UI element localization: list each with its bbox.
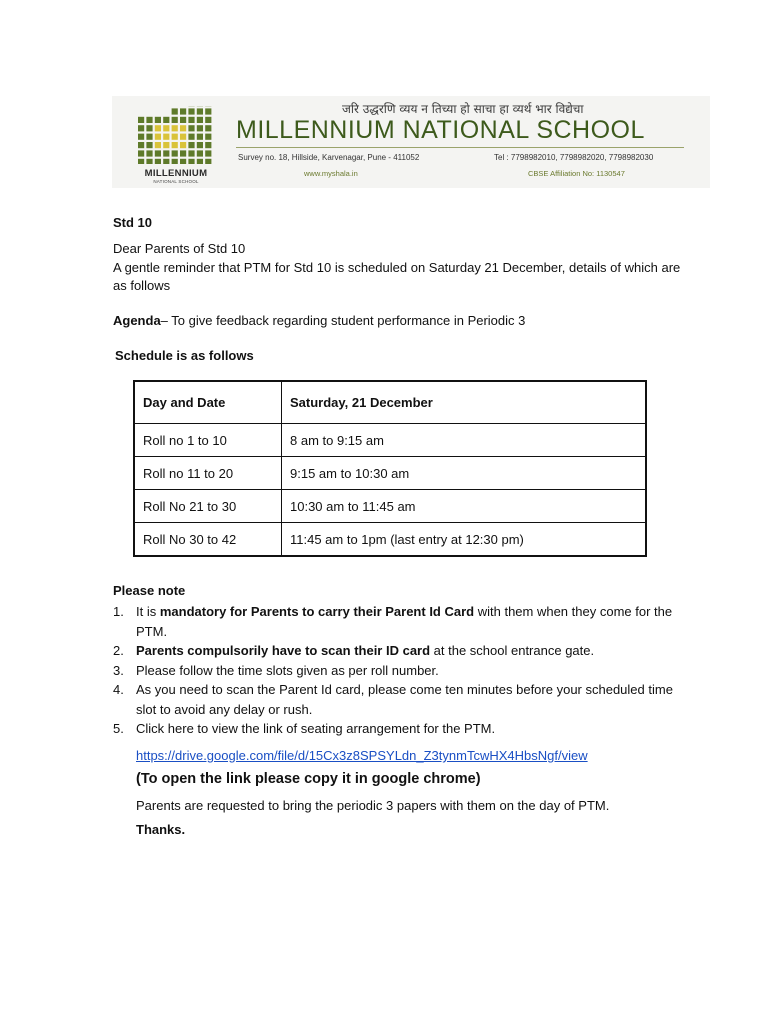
school-motto: जरि उद्धरणि व्यय न तिच्या हो साचा हा व्यर्थ भार विद्येचा bbox=[342, 102, 584, 116]
list-item bbox=[113, 661, 693, 681]
logo-subtext: NATIONAL SCHOOL bbox=[153, 179, 199, 184]
note-text: at the school entrance gate. bbox=[430, 643, 595, 658]
roll-range-cell: Roll No 21 to 30 bbox=[135, 490, 282, 523]
list-item bbox=[113, 602, 693, 641]
note-emphasis: mandatory for Parents to carry their Parent Id Card bbox=[159, 604, 475, 619]
schedule-table bbox=[134, 381, 646, 556]
agenda-label: Agenda bbox=[113, 313, 161, 328]
seating-arrangement-link[interactable]: https://drive.google.com/file/d/15Cx3z8SPSYLdn_Z3tynmTcwHX4HbsNgf/view bbox=[136, 748, 588, 763]
table-row bbox=[135, 490, 646, 523]
school-telephone: Tel : 7798982010, 7798982020, 7798982030 bbox=[494, 153, 654, 162]
roll-range-cell: Roll No 30 to 42 bbox=[135, 523, 282, 556]
time-slot-cell: 11:45 am to 1pm (last entry at 12:30 pm) bbox=[282, 523, 646, 556]
note-text: Click here to view the link of seating arrangement for the PTM. bbox=[136, 721, 496, 736]
note-emphasis: Parents compulsorily have to scan their ID card bbox=[136, 643, 431, 658]
agenda-line bbox=[113, 312, 525, 330]
school-logo-icon bbox=[138, 106, 214, 164]
list-item bbox=[113, 719, 693, 739]
note-text: It is bbox=[136, 604, 160, 619]
intro-paragraph: A gentle reminder that PTM for Std 10 is scheduled on Saturday 21 December, details of which are as follows bbox=[113, 260, 681, 293]
closing: Thanks. bbox=[136, 822, 186, 837]
header-cell: Saturday, 21 December bbox=[282, 382, 646, 424]
list-number: 4. bbox=[113, 682, 124, 697]
list-number: 2. bbox=[113, 643, 124, 658]
header-cell: Day and Date bbox=[135, 382, 282, 424]
logo-wordmark: MILLENNIUM bbox=[144, 168, 208, 179]
note-text: with them when they come for the PTM. bbox=[136, 604, 673, 639]
table-row bbox=[135, 424, 646, 457]
class-heading: Std 10 bbox=[113, 215, 153, 230]
letterhead-divider bbox=[236, 147, 684, 148]
list-number: 3. bbox=[113, 662, 124, 678]
time-slot-cell: 8 am to 9:15 am bbox=[282, 424, 646, 457]
note-text: Please follow the time slots given as per roll number. bbox=[136, 662, 439, 678]
time-slot-cell: 10:30 am to 11:45 am bbox=[282, 490, 646, 523]
link-instruction: (To open the link please copy it in google chrome) bbox=[136, 771, 481, 787]
school-name: MILLENNIUM NATIONAL SCHOOL bbox=[236, 116, 645, 144]
school-website: www.myshala.in bbox=[304, 169, 358, 178]
table-row bbox=[135, 523, 646, 556]
time-slot-cell: 9:15 am to 10:30 am bbox=[282, 457, 646, 490]
schedule-title: Schedule is as follows bbox=[115, 348, 254, 363]
letterhead bbox=[112, 96, 710, 188]
papers-note: Parents are requested to bring the periodic 3 papers with them on the day of PTM. bbox=[136, 798, 610, 813]
list-number: 1. bbox=[113, 604, 124, 619]
list-number: 5. bbox=[113, 721, 124, 736]
notes-list bbox=[113, 602, 693, 739]
notes-title: Please note bbox=[113, 583, 186, 598]
list-item bbox=[113, 641, 693, 661]
school-address: Survey no. 18, Hillside, Karvenagar, Pune - 411052 bbox=[238, 153, 420, 162]
roll-range-cell: Roll no 11 to 20 bbox=[135, 457, 282, 490]
table-header-row bbox=[135, 382, 646, 424]
note-text: As you need to scan the Parent Id card, please come ten minutes before your scheduled time slot to avoid any delay or rush. bbox=[136, 682, 673, 717]
agenda-text: – To give feedback regarding student performance in Periodic 3 bbox=[160, 313, 526, 328]
list-item bbox=[113, 680, 693, 719]
cbse-affiliation: CBSE Affiliation No: 1130547 bbox=[528, 169, 625, 178]
table-row bbox=[135, 457, 646, 490]
roll-range-cell: Roll no 1 to 10 bbox=[135, 424, 282, 457]
greeting: Dear Parents of Std 10 bbox=[113, 241, 246, 256]
